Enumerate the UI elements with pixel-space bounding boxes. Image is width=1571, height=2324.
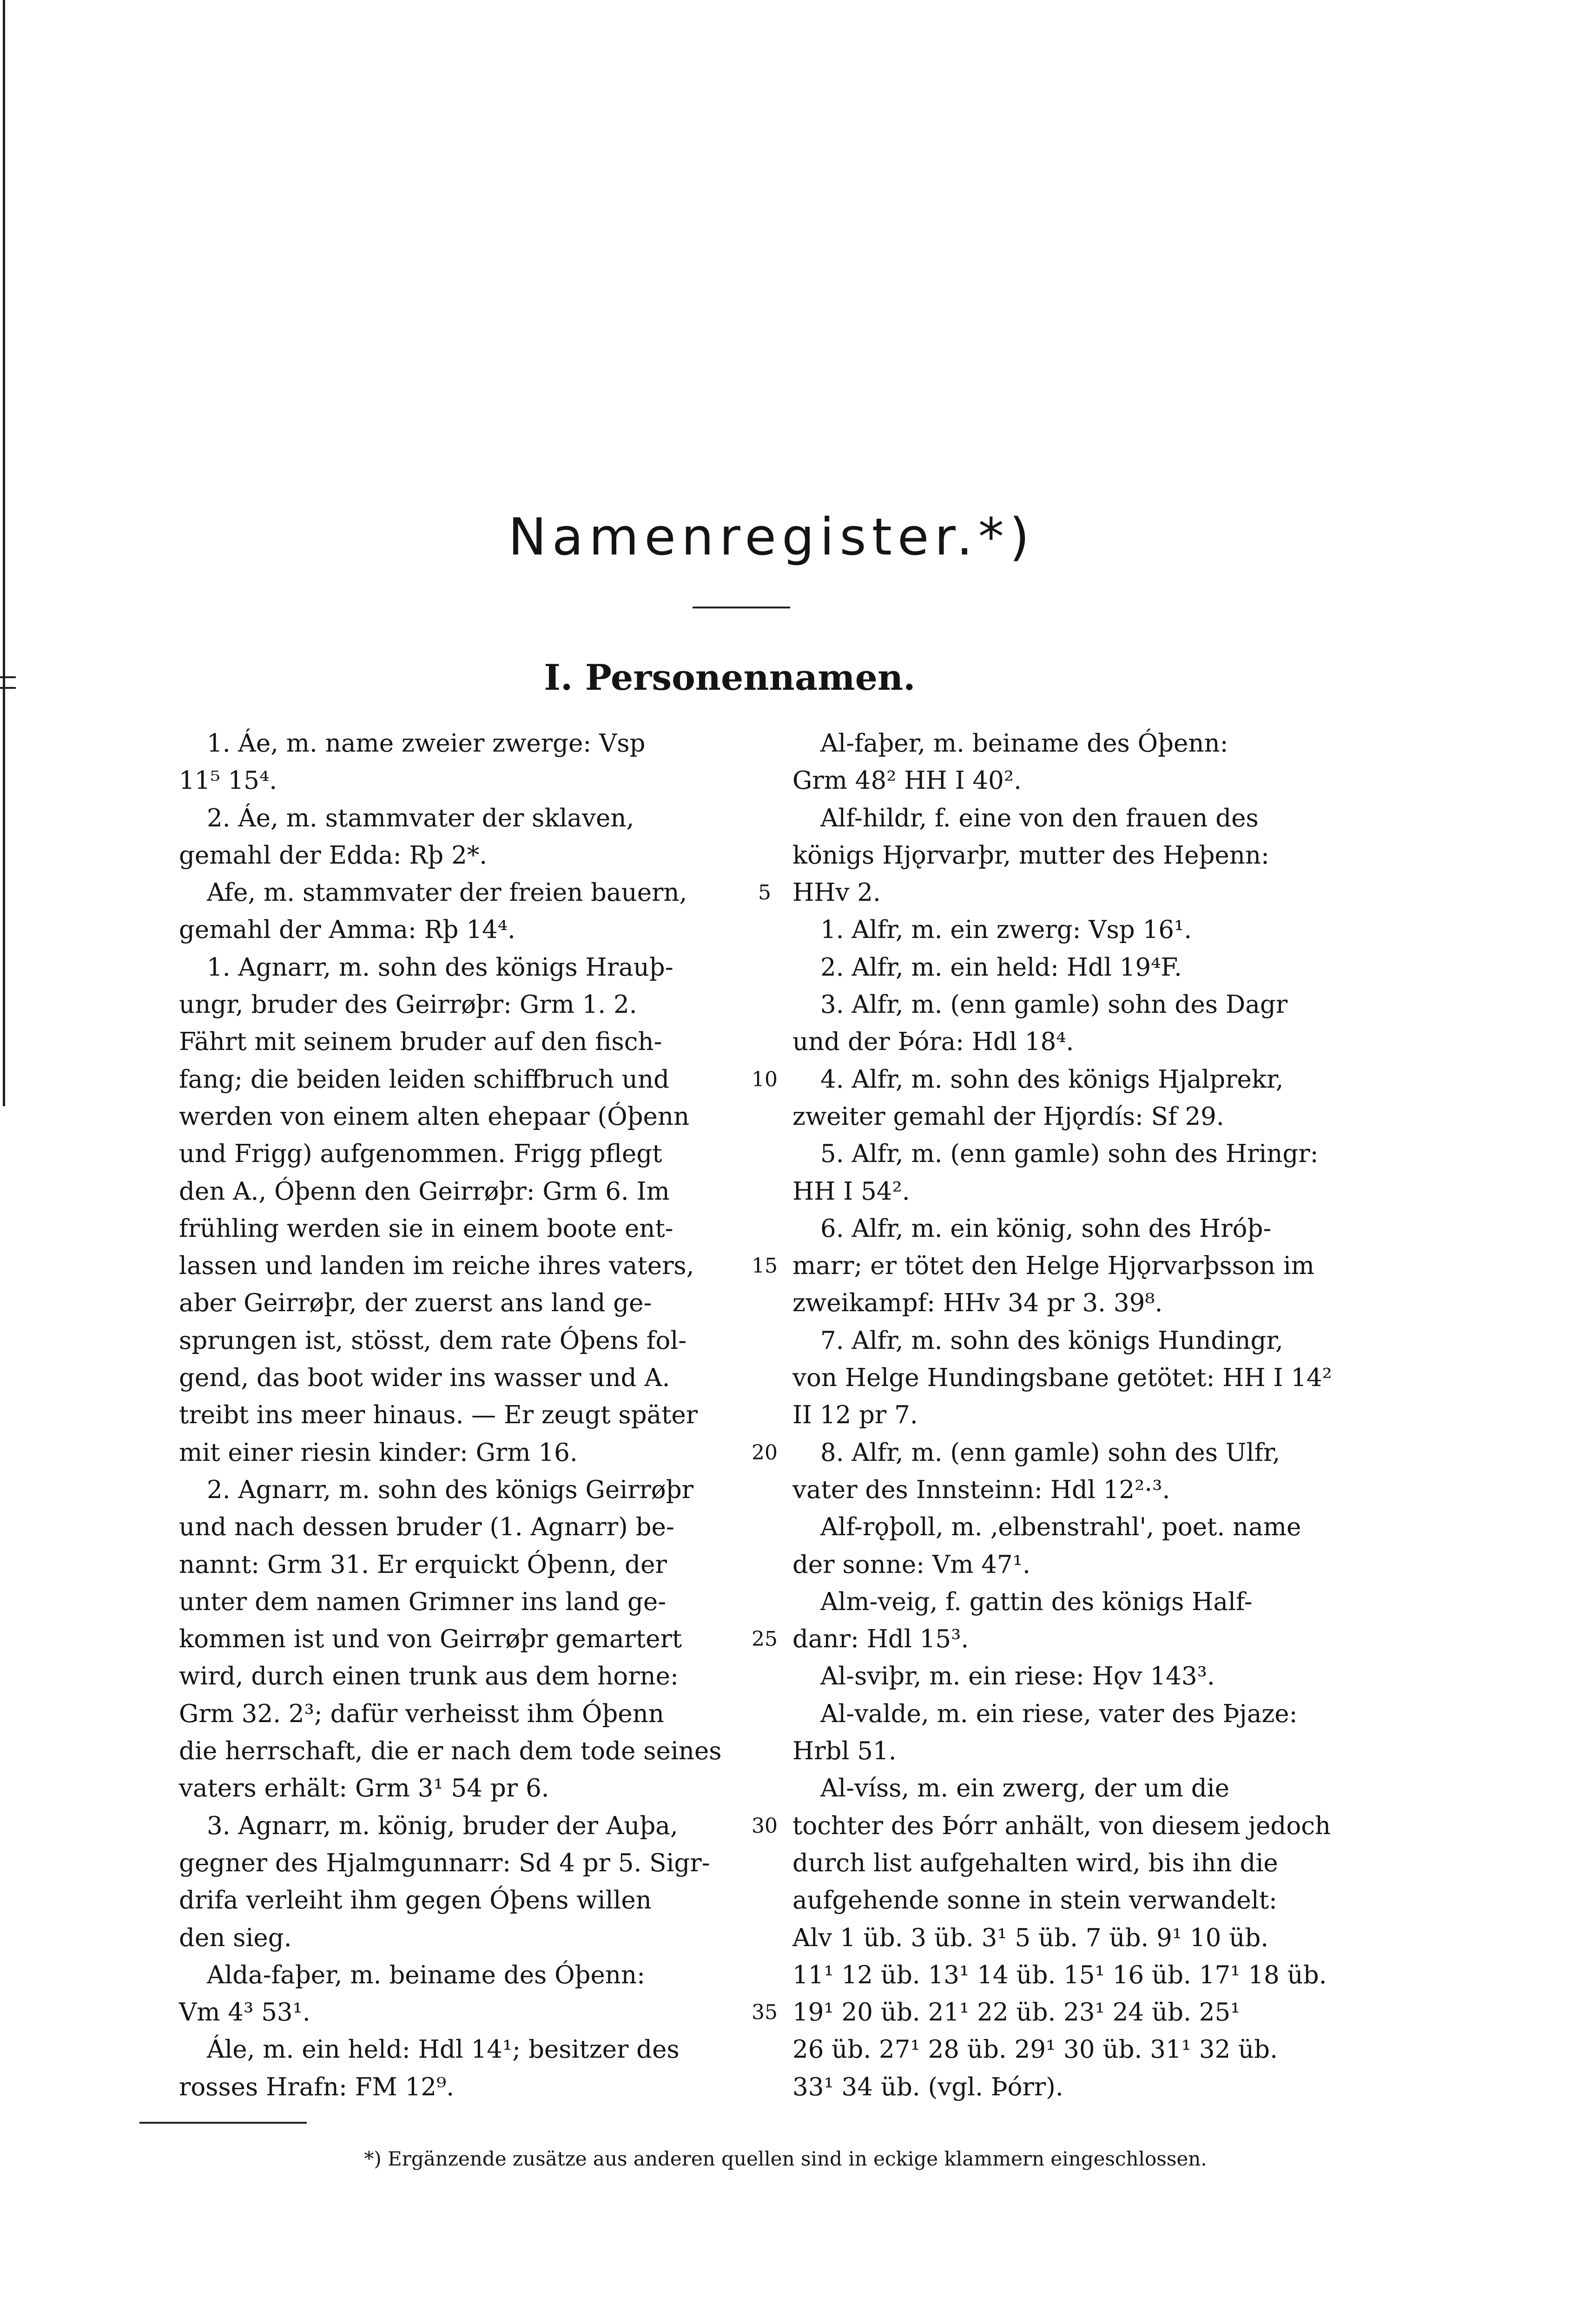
left-column-line: werden von einem alten ehepaar (Óþenn: [179, 1102, 690, 1131]
left-column-line: gemahl der Amma: Rþ 14⁴.: [179, 916, 515, 944]
page-edge-tick: [0, 676, 16, 678]
right-column-line: 26 üb. 27¹ 28 üb. 29¹ 30 üb. 31¹ 32 üb.: [792, 2035, 1278, 2064]
left-column-line: Ále, m. ein held: Hdl 14¹; besitzer des: [207, 2035, 680, 2064]
right-column-line: II 12 pr 7.: [792, 1401, 918, 1430]
right-column-line: 7. Alfr, m. sohn des königs Hundingr,: [820, 1326, 1283, 1355]
left-column-line: Fährt mit seinem bruder auf den fisch-: [179, 1028, 662, 1056]
right-column-line: 6. Alfr, m. ein könig, sohn des Hróþ-: [820, 1214, 1272, 1243]
left-column-line: nannt: Grm 31. Er erquickt Óþenn, der: [179, 1550, 667, 1579]
right-column-line: danr: Hdl 15³.: [792, 1625, 969, 1654]
left-column: [179, 725, 758, 2106]
right-column-line: zweikampf: HHv 34 pr 3. 39⁸.: [792, 1289, 1163, 1318]
left-column-line: fang; die beiden leiden schiffbruch und: [179, 1065, 670, 1094]
left-column-line: sprungen ist, stösst, dem rate Óþens fol-: [179, 1326, 687, 1355]
left-column-line: ungr, bruder des Geirrøþr: Grm 1. 2.: [179, 990, 637, 1019]
right-column-line: zweiter gemahl der Hjǫrdís: Sf 29.: [792, 1102, 1224, 1131]
right-column-line: 1. Alfr, m. ein zwerg: Vsp 16¹.: [820, 916, 1192, 944]
margin-line-number: 25: [752, 1627, 778, 1651]
right-column: [792, 725, 1371, 2106]
right-column-line: 8. Alfr, m. (enn gamle) sohn des Ulfr,: [820, 1438, 1281, 1467]
margin-line-number: 30: [752, 1814, 778, 1838]
left-column-line: 11⁵ 15⁴.: [179, 766, 277, 795]
right-column-line: 11¹ 12 üb. 13¹ 14 üb. 15¹ 16 üb. 17¹ 18 üb.: [792, 1961, 1327, 1989]
left-column-line: aber Geirrøþr, der zuerst ans land ge-: [179, 1289, 652, 1318]
right-column-line: 19¹ 20 üb. 21¹ 22 üb. 23¹ 24 üb. 25¹: [792, 1998, 1241, 2027]
right-column-line: königs Hjǫrvarþr, mutter des Heþenn:: [792, 841, 1269, 870]
right-column-line: 5. Alfr, m. (enn gamle) sohn des Hringr:: [820, 1140, 1319, 1169]
left-column-line: vaters erhält: Grm 3¹ 54 pr 6.: [179, 1774, 549, 1803]
right-column-line: 2. Alfr, m. ein held: Hdl 19⁴F.: [820, 953, 1182, 982]
left-column-line: treibt ins meer hinaus. — Er zeugt später: [179, 1401, 698, 1430]
margin-line-number: 5: [758, 881, 771, 905]
right-column-line: 33¹ 34 üb. (vgl. Þórr).: [792, 2073, 1063, 2101]
margin-line-number: 35: [752, 2000, 778, 2025]
right-column-line: HHv 2.: [792, 878, 881, 907]
left-column-line: 2. Áe, m. stammvater der sklaven,: [207, 804, 634, 832]
left-column-line: drifa verleiht ihm gegen Óþens willen: [179, 1886, 652, 1915]
section-heading: I. Personennamen.: [544, 657, 916, 698]
left-column-line: Grm 32. 2³; dafür verheisst ihm Óþenn: [179, 1699, 664, 1728]
left-column-line: gend, das boot wider ins wasser und A.: [179, 1364, 670, 1393]
right-column-line: Al-valde, m. ein riese, vater des Þjaze:: [820, 1699, 1298, 1728]
left-column-line: gegner des Hjalmgunnarr: Sd 4 pr 5. Sigr-: [179, 1849, 710, 1877]
left-column-line: und nach dessen bruder (1. Agnarr) be-: [179, 1513, 674, 1542]
left-column-line: frühling werden sie in einem boote ent-: [179, 1214, 673, 1243]
margin-line-number: 10: [752, 1067, 778, 1091]
left-column-line: kommen ist und von Geirrøþr gemartert: [179, 1625, 682, 1654]
left-column-line: 1. Agnarr, m. sohn des königs Hrauþ-: [207, 953, 673, 982]
right-column-line: Al-sviþr, m. ein riese: Hǫv 143³.: [820, 1662, 1215, 1691]
page-edge-tick: [0, 687, 16, 689]
right-column-line: vater des Innsteinn: Hdl 12²·³.: [792, 1475, 1170, 1504]
right-column-line: Hrbl 51.: [792, 1737, 897, 1766]
left-column-line: Vm 4³ 53¹.: [179, 1998, 310, 2027]
left-column-line: lassen und landen im reiche ihres vaters,: [179, 1252, 694, 1281]
right-column-line: Grm 48² HH I 40².: [792, 766, 1022, 795]
right-column-line: Alm-veig, f. gattin des königs Half-: [820, 1587, 1253, 1616]
page-title: Namenregister.*): [508, 507, 1035, 567]
left-column-line: Alda-faþer, m. beiname des Óþenn:: [207, 1961, 645, 1989]
right-column-line: und der Þóra: Hdl 18⁴.: [792, 1028, 1074, 1056]
right-column-line: der sonne: Vm 47¹.: [792, 1550, 1030, 1579]
right-column-line: 3. Alfr, m. (enn gamle) sohn des Dagr: [820, 990, 1288, 1019]
right-column-line: Alv 1 üb. 3 üb. 3¹ 5 üb. 7 üb. 9¹ 10 üb.: [792, 1923, 1269, 1952]
right-column-line: tochter des Þórr anhält, von diesem jedoch: [792, 1811, 1331, 1840]
left-column-line: und Frigg) aufgenommen. Frigg pflegt: [179, 1140, 662, 1169]
title-rule: [693, 607, 790, 608]
right-column-line: Alf-rǫþoll, m. ‚elbenstrahl', poet. name: [820, 1513, 1301, 1542]
right-column-line: Alf-hildr, f. eine von den frauen des: [820, 804, 1259, 832]
left-column-line: gemahl der Edda: Rþ 2*.: [179, 841, 488, 870]
right-column-line: Al-faþer, m. beiname des Óþenn:: [820, 729, 1228, 758]
left-column-line: rosses Hrafn: FM 12⁹.: [179, 2073, 455, 2101]
right-column-line: Al-víss, m. ein zwerg, der um die: [820, 1774, 1229, 1803]
right-column-line: durch list aufgehalten wird, bis ihn die: [792, 1849, 1278, 1877]
right-column-line: 4. Alfr, m. sohn des königs Hjalprekr,: [820, 1065, 1284, 1094]
footnote-rule: [139, 2122, 307, 2124]
left-column-line: wird, durch einen trunk aus dem horne:: [179, 1662, 679, 1691]
left-column-line: den A., Óþenn den Geirrøþr: Grm 6. Im: [179, 1177, 670, 1206]
footnote: *) Ergänzende zusätze aus anderen quellen sind in eckige klammern eingeschlossen.: [364, 2147, 1207, 2170]
left-column-line: 2. Agnarr, m. sohn des königs Geirrøþr: [207, 1475, 693, 1504]
margin-line-number: 20: [752, 1440, 778, 1465]
left-column-line: Afe, m. stammvater der freien bauern,: [207, 878, 687, 907]
right-column-line: aufgehende sonne in stein verwandelt:: [792, 1886, 1277, 1915]
left-column-line: 3. Agnarr, m. könig, bruder der Auþa,: [207, 1811, 678, 1840]
left-column-line: unter dem namen Grimner ins land ge-: [179, 1587, 667, 1616]
left-column-line: die herrschaft, die er nach dem tode seines: [179, 1737, 722, 1766]
left-column-line: 1. Áe, m. name zweier zwerge: Vsp: [207, 729, 646, 758]
left-column-line: den sieg.: [179, 1923, 292, 1952]
left-column-line: mit einer riesin kinder: Grm 16.: [179, 1438, 578, 1467]
right-column-line: HH I 54².: [792, 1177, 910, 1206]
right-column-line: marr; er tötet den Helge Hjǫrvarþsson im: [792, 1252, 1314, 1281]
page-edge-rule: [3, 0, 5, 1106]
right-column-line: von Helge Hundingsbane getötet: HH I 14²: [792, 1364, 1332, 1393]
margin-line-number: 15: [752, 1254, 778, 1278]
